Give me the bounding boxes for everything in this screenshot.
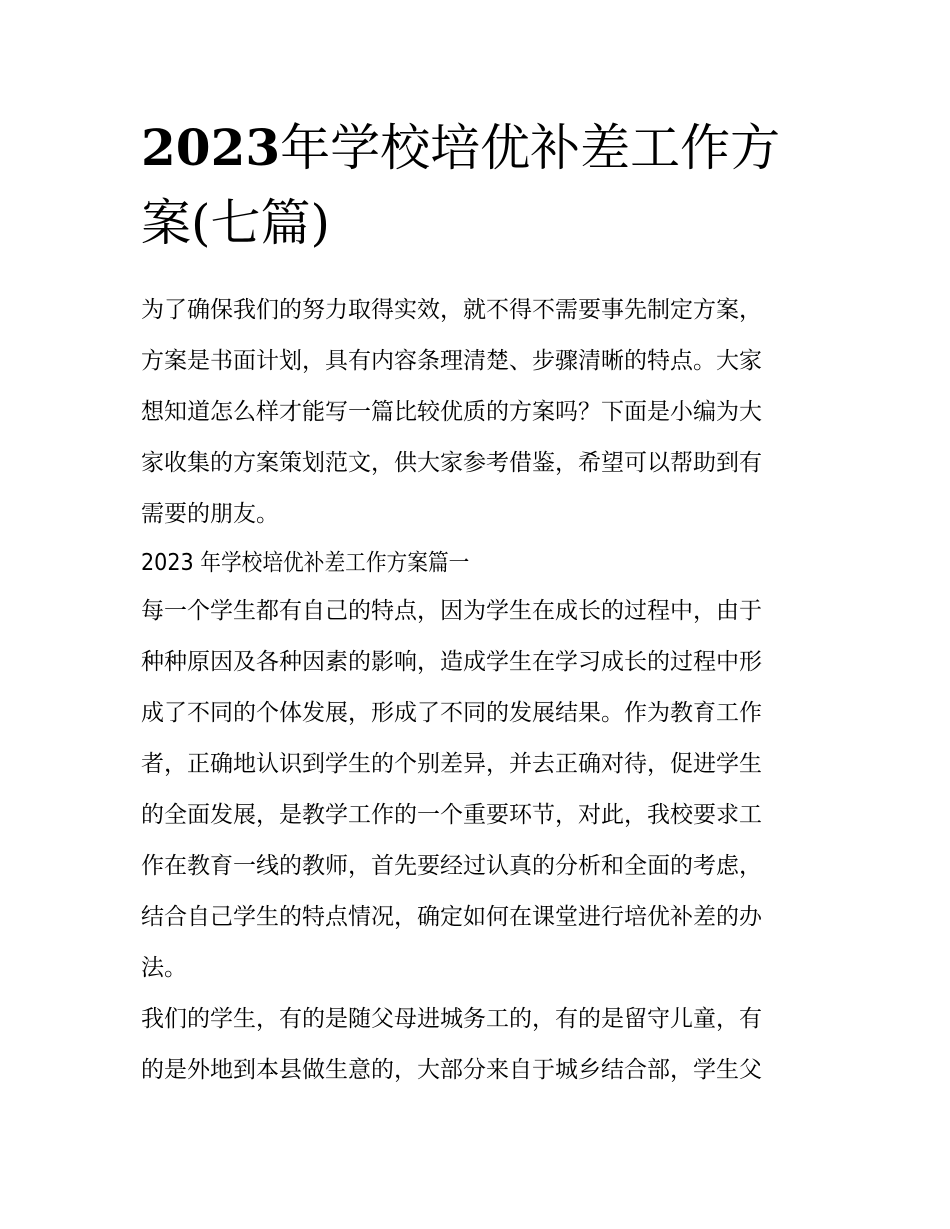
title-year: 2023 — [141, 118, 281, 177]
paragraph-line: 者，正确地认识到学生的个别差异，并去正确对待，促进学生 — [141, 751, 762, 777]
paragraph-line: 的是外地到本县做生意的，大部分来自于城乡结合部，学生父 — [141, 1057, 762, 1083]
paragraph-line: 作在教育一线的教师，首先要经过认真的分析和全面的考虑， — [141, 853, 762, 879]
paragraph-line: 成了不同的个体发展，形成了不同的发展结果。作为教育工作 — [141, 700, 762, 726]
intro-line: 需要的朋友。 — [141, 501, 279, 527]
intro-line: 为了确保我们的努力取得实效，就不得不需要事先制定方案， — [141, 297, 762, 323]
paragraph-line: 结合自己学生的特点情况，确定如何在课堂进行培优补差的办 — [141, 904, 762, 930]
intro-paragraph — [141, 285, 813, 540]
title-text: 年学校培优补差工作方案(七篇) — [141, 119, 781, 252]
body-paragraph-1 — [141, 586, 813, 994]
intro-line: 家收集的方案策划范文，供大家参考借鉴，希望可以帮助到有 — [141, 450, 762, 476]
paragraph-line: 种种原因及各种因素的影响，造成学生在学习成长的过程中形 — [141, 649, 762, 675]
body-paragraph-2 — [141, 994, 813, 1096]
paragraph-line: 我们的学生，有的是随父母进城务工的，有的是留守儿童，有 — [141, 1006, 762, 1032]
document-body — [141, 110, 813, 1096]
document-title — [141, 110, 813, 261]
paragraph-line: 的全面发展，是教学工作的一个重要环节，对此，我校要求工 — [141, 802, 762, 828]
intro-line: 想知道怎么样才能写一篇比较优质的方案吗？下面是小编为大 — [141, 399, 762, 425]
intro-line: 方案是书面计划，具有内容条理清楚、步骤清晰的特点。大家 — [141, 348, 762, 374]
paragraph-line: 每一个学生都有自己的特点，因为学生在成长的过程中，由于 — [141, 598, 762, 624]
section-heading: 2023 年学校培优补差工作方案篇一 — [141, 550, 470, 576]
paragraph-line: 法。 — [141, 955, 187, 981]
